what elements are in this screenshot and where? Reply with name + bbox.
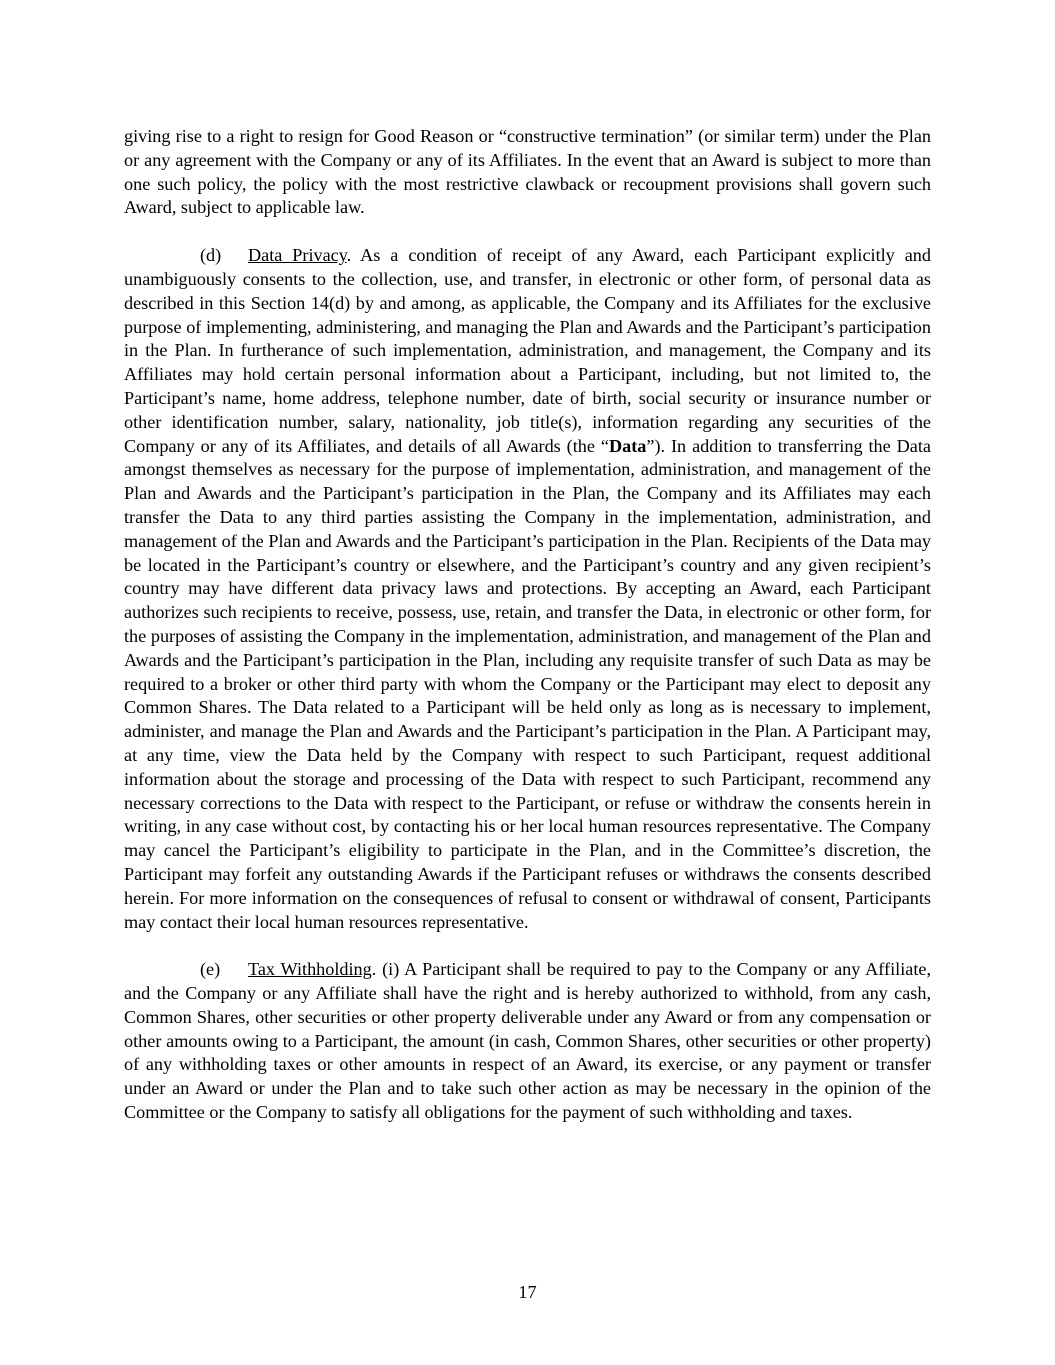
section-e-paragraph: [124, 958, 931, 1125]
section-d-body-part2: ”). In addition to transferring the Data amongst themselves as necessary for the purpose of implementation, administration, and management of the Plan and Awards and the Participant’s participation in the Plan, the Company and its Affiliates may each transfer the Data to any third parties assisting the Company in the implementation, administration, and management of the Plan and Awards and the Participant’s participation in the Plan. Recipients of the Data may be located in the Participant’s country or elsewhere, and the Participant’s country and any given recipient’s country may have different data privacy laws and protections. By accepting an Award, each Participant authorizes such recipients to receive, possess, use, retain, and transfer the Data, in electronic or other form, for the purposes of assisting the Company in the implementation, administration, and management of the Plan and Awards and the Participant’s participation in the Plan, including any requisite transfer of such Data as may be required to a broker or other third party with whom the Company or the Participant may elect to deposit any Common Shares. The Data related to a Participant will be held only as long as is necessary to implement, administer, and manage the Plan and Awards and the Participant’s participation in the Plan. A Participant may, at any time, view the Data held by the Company with respect to such Participant, request additional information about the storage and processing of the Data with respect to such Participant, recommend any necessary corrections to the Data with respect to the Participant, or refuse or withdraw the consents herein in writing, in any case without cost, by contacting his or her local human resources representative. The Company may cancel the Participant’s eligibility to participate in the Plan, and in the Committee’s discretion, the Participant may forfeit any outstanding Awards if the Participant refuses or withdraws the consents described herein. For more information on the consequences of refusal to consent or withdrawal of consent, Participants may contact their local human resources representative.: [124, 435, 931, 932]
defined-term-data: Data: [608, 435, 647, 456]
section-e-body: . (i) A Participant shall be required to pay to the Company or any Affiliate, and the Company or any Affiliate shall have the right and is hereby authorized to withhold, from any cash, Common Shares, other securities or other property deliverable under any Award or from any compensation or other amounts owing to a Participant, the amount (in cash, Common Shares, other securities or other property) of any withholding taxes or other amounts in respect of an Award, its exercise, or any payment or transfer under an Award or under the Plan and to take such other action as may be necessary in the opinion of the Committee or the Company to satisfy all obligations for the payment of such withholding and taxes.: [124, 959, 931, 1123]
section-d-heading: Data Privacy: [248, 245, 347, 266]
section-d-label: (d): [200, 245, 222, 266]
section-d-paragraph: [124, 244, 931, 934]
section-e-label: (e): [200, 959, 221, 980]
document-page: [124, 125, 931, 1149]
section-d-body-part1: . As a condition of receipt of any Award, each Participant explicitly and unambiguously consents to the collection, use, and transfer, in electronic or other form, of personal data as described in this Section 14(d) by and among, as applicable, the Company and its Affiliates for the exclusive purpose of implementing, administering, and managing the Plan and Awards and the Participant’s participation in the Plan. In furtherance of such implementation, administration, and management, the Company and its Affiliates may hold certain personal information about a Participant, including, but not limited to, the Participant’s name, home address, telephone number, date of birth, social security or insurance number or other identification number, salary, nationality, job title(s), information regarding any securities of the Company or any of its Affiliates, and details of all Awards (the “: [124, 245, 931, 456]
section-e-heading: Tax Withholding: [248, 959, 372, 980]
page-number: 17: [518, 1282, 537, 1302]
continuation-paragraph: giving rise to a right to resign for Good Reason or “constructive termination” (or similar term) under the Plan or any agreement with the Company or any of its Affiliates. In the event that an Award is subject to more than one such policy, the policy with the most restrictive clawback or recoupment provisions shall govern such Award, subject to applicable law.: [124, 126, 931, 218]
